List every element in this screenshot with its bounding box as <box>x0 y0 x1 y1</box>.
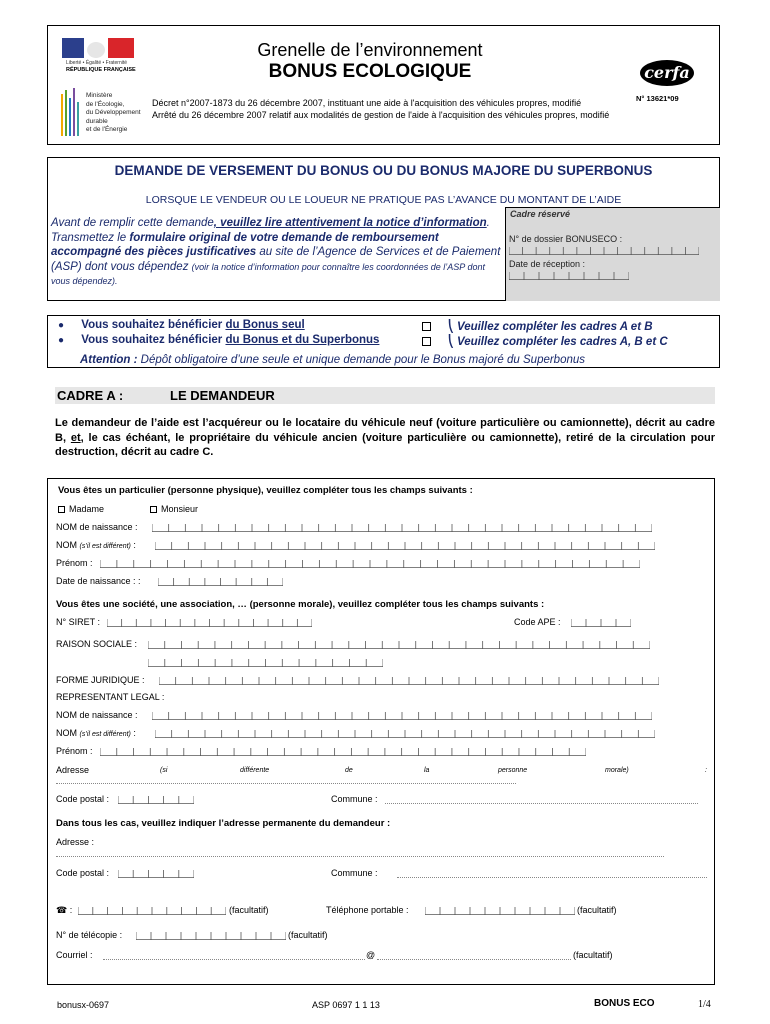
date-naissance-field[interactable] <box>158 576 283 586</box>
date-naissance-label: Date de naissance : : <box>56 576 141 586</box>
nom-field[interactable] <box>155 540 655 550</box>
dossier-label: N° de dossier BONUSECO : <box>509 234 623 244</box>
forme-juridique-label: FORME JURIDIQUE : <box>56 675 145 685</box>
telecopie-label: N° de télécopie : <box>56 930 123 940</box>
code-postal2-label: Code postal : <box>56 868 110 878</box>
siret-field[interactable] <box>107 617 312 627</box>
choice-bonus-seul: ● Vous souhaitez bénéficier du Bonus seul <box>58 319 305 331</box>
raison-sociale-field[interactable] <box>148 639 650 649</box>
code-ape-field[interactable] <box>571 617 631 627</box>
portable-facultatif: (facultatif) <box>577 905 617 915</box>
section-subtitle: LORSQUE LE VENDEUR OU LE LOUEUR NE PRATIQUE PAS L’AVANCE DU MONTANT DE L’AIDE <box>145 194 622 206</box>
bonus-superbonus-checkbox[interactable] <box>422 337 431 346</box>
legal-references <box>152 97 612 121</box>
rep-nom-field[interactable] <box>155 728 655 738</box>
arrow-icon: ⎝ <box>448 321 454 333</box>
telecopie-facultatif: (facultatif) <box>288 930 328 940</box>
commune-line[interactable] <box>385 803 698 804</box>
choice-bonus-superbonus: ● Vous souhaitez bénéficier du Bonus et du Superbonus <box>58 334 380 346</box>
telecopie-field[interactable] <box>136 930 286 940</box>
societe-heading: Vous êtes une société, une association, … (personne morale), veuillez compléter tous les champs suivants : <box>56 599 545 610</box>
footer-asp: ASP 0697 1 1 13 <box>312 1000 380 1010</box>
adresse2-label: Adresse : <box>56 837 95 847</box>
adresse-note-4: la <box>424 767 430 774</box>
logo-motto: Liberté • Égalité • Fraternité <box>66 60 128 66</box>
rep-nom-naissance-field[interactable] <box>152 710 652 720</box>
cadre-a-title: LE DEMANDEUR <box>170 388 275 403</box>
arrete-text: Arrêté du 26 décembre 2007 relatif aux modalités de gestion de l'aide à l'acquisition des véhicules propres, modifié <box>152 110 610 120</box>
logo-republique: RÉPUBLIQUE FRANÇAISE <box>66 67 136 73</box>
courriel-facultatif: (facultatif) <box>573 950 613 960</box>
phone-label <box>56 905 72 916</box>
bonus-seul-checkbox[interactable] <box>422 322 431 331</box>
reception-date-boxes <box>509 270 629 280</box>
adresse-note-6: morale) <box>605 767 629 774</box>
rep-nom-label: NOM (s’il est différent) : <box>56 728 136 738</box>
commune-label: Commune : <box>331 794 378 804</box>
portable-label: Téléphone portable : <box>326 905 409 915</box>
adresse-line[interactable] <box>56 783 516 784</box>
reception-date-label: Date de réception : <box>509 259 586 269</box>
portable-field[interactable] <box>425 905 575 915</box>
adresse-note-5: personne <box>498 767 528 774</box>
cadre-a-banner <box>55 387 715 404</box>
bullet-icon: ● <box>58 320 65 331</box>
raison-sociale-field-2[interactable] <box>148 657 383 667</box>
adresse-note-3: de <box>345 767 353 774</box>
adresse-label: Adresse <box>56 765 90 775</box>
nom-naissance-field[interactable] <box>152 522 652 532</box>
commune2-line[interactable] <box>397 877 707 878</box>
ministere-name: Ministère de l'Écologie, du Développement durable et de l'Énergie <box>86 92 141 133</box>
page-subtitle: BONUS ECOLOGIQUE <box>268 61 472 82</box>
prenom-field[interactable] <box>100 558 640 568</box>
ministere-logo <box>60 88 82 136</box>
footer-bonus-eco: BONUS ECO <box>594 998 655 1009</box>
phone-icon: ☎ : <box>56 905 73 915</box>
reserved-title: Cadre réservé <box>510 209 571 219</box>
code-postal-field[interactable] <box>118 794 194 804</box>
rep-prenom-field[interactable] <box>100 746 586 756</box>
code-ape-label: Code APE : <box>514 617 561 627</box>
adresse-note-1: (si <box>160 767 168 774</box>
code-postal-label: Code postal : <box>56 794 110 804</box>
instructions: Avant de remplir cette demande, veuillez lire attentivement la notice d’information. Transmettez le formulaire original de votre demande de remboursement accompagné des pièces justificatives au site de l’Agence de Services et de Paiement (ASP) dont vous dépendez (voir la notice d’information pour connaître les coordonnées de l’ASP dont vous dépendez). <box>51 217 501 286</box>
bullet-icon: ● <box>58 335 65 346</box>
representant-label: REPRESENTANT LEGAL : <box>56 692 165 702</box>
attention-note: Attention : Dépôt obligatoire d’une seule et unique demande pour le Bonus majoré du Superbonus <box>80 354 586 366</box>
courriel-label: Courriel : <box>56 950 93 960</box>
section-title: DEMANDE DE VERSEMENT DU BONUS OU DU BONUS MAJORE DU SUPERBONUS <box>114 163 653 178</box>
monsieur-checkbox[interactable] <box>150 506 157 513</box>
cerfa-number: N° 13621*09 <box>636 94 679 103</box>
adresse-note-2: différente <box>240 767 270 774</box>
madame-label: Madame <box>69 504 105 514</box>
raison-sociale-label: RAISON SOCIALE : <box>56 639 138 649</box>
page-title: Grenelle de l’environnement <box>257 40 483 60</box>
arrow-icon: ⎝ <box>448 336 454 348</box>
footer-ref: bonusx-0697 <box>57 1000 110 1010</box>
instruction-cadres-ab: ⎝ Veuillez compléter les cadres A et B <box>448 321 653 333</box>
monsieur-label: Monsieur <box>161 504 199 514</box>
rep-prenom-label: Prénom : <box>56 746 93 756</box>
dossier-boxes <box>509 245 699 255</box>
nom-label: NOM (s’il est différent) : <box>56 540 136 550</box>
prenom-label: Prénom : <box>56 558 93 568</box>
courriel-local-line[interactable] <box>103 959 365 960</box>
adresse-note-7: : <box>705 767 707 774</box>
cadre-a-intro: Le demandeur de l’aide est l’acquéreur ou le locataire du véhicule neuf (voiture particulière ou camionnette), décrit au cadre B, et, le cas échéant, le propriétaire du véhicule ancien (voiture particulière ou camionnette), retiré de la circulation pour destruction, décrit au cadre C. <box>55 417 716 458</box>
phone-facultatif: (facultatif) <box>229 905 269 915</box>
madame-checkbox[interactable] <box>58 506 65 513</box>
code-postal2-field[interactable] <box>118 868 194 878</box>
siret-label: N° SIRET : <box>56 617 100 627</box>
rep-nom-naissance-label: NOM de naissance : <box>56 710 138 720</box>
decret-text: Décret n°2007-1873 du 26 décembre 2007, instituant une aide à l'acquisition des véhicules propres, modifié <box>152 98 582 108</box>
adresse-permanente-heading: Dans tous les cas, veuillez indiquer l’adresse permanente du demandeur : <box>56 818 391 829</box>
phone-field[interactable] <box>78 905 226 915</box>
nom-naissance-label: NOM de naissance : <box>56 522 138 532</box>
particulier-heading: Vous êtes un particulier (personne physique), veuillez compléter tous les champs suivants : <box>58 485 473 496</box>
page-number: 1/4 <box>698 999 711 1010</box>
at-sign: @ <box>366 950 376 960</box>
forme-juridique-field[interactable] <box>159 675 659 685</box>
cadre-a-label: CADRE A : <box>57 388 124 403</box>
adresse2-line[interactable] <box>56 856 664 857</box>
cerfa-logo: cerfa <box>640 60 694 86</box>
commune2-label: Commune : <box>331 868 378 878</box>
courriel-domain-line[interactable] <box>377 959 571 960</box>
instruction-cadres-abc: ⎝ Veuillez compléter les cadres A, B et C <box>448 336 668 348</box>
